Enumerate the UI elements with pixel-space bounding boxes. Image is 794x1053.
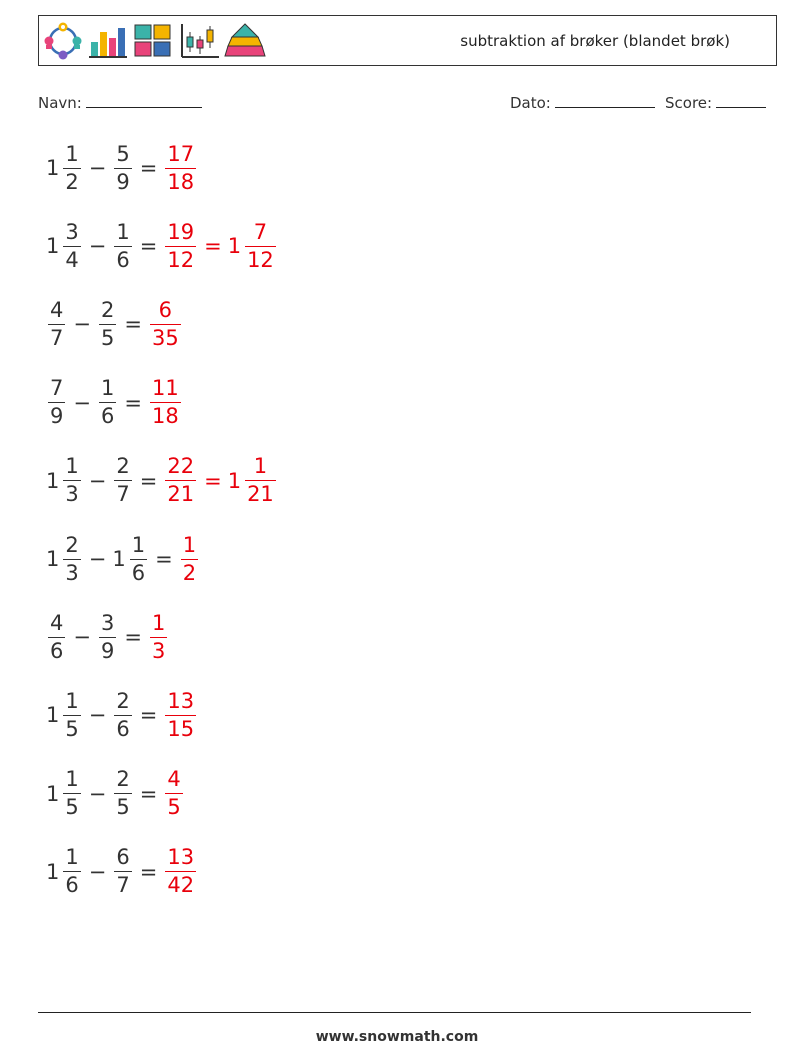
answer-fraction-numerator: 13 (167, 845, 195, 870)
first-fraction-denominator: 5 (65, 795, 79, 820)
minus-sign: − (73, 390, 91, 415)
problem-row (46, 607, 169, 667)
answer-whole: 1 (227, 468, 242, 493)
minus-sign: − (88, 781, 107, 806)
first-whole: 1 (46, 156, 60, 180)
date-label: Dato: (510, 94, 551, 112)
first-fraction-numerator: 3 (65, 219, 79, 244)
second-fraction (114, 219, 131, 272)
second-fraction-denominator: 6 (116, 716, 130, 741)
first-whole: 1 (46, 468, 60, 493)
answer-fraction-denominator: 15 (167, 716, 195, 741)
first-fraction-numerator: 1 (65, 688, 79, 713)
second-fraction (99, 378, 116, 427)
answer-fraction (150, 297, 181, 350)
first-fraction (63, 219, 80, 272)
first-fraction (63, 456, 80, 505)
first-fraction-numerator: 1 (65, 845, 79, 870)
answer-mixed-fraction-numerator: 7 (253, 219, 268, 244)
score-line[interactable] (716, 93, 766, 108)
answer-fraction-numerator: 22 (167, 454, 195, 479)
puzzle-icon (132, 22, 174, 60)
second-fraction-numerator: 2 (100, 297, 115, 322)
first-fraction (63, 769, 80, 818)
minus-sign: − (88, 859, 107, 884)
worksheet-title: subtraktion af brøker (blandet brøk) (460, 32, 730, 50)
problem-row (46, 138, 198, 198)
second-fraction-numerator: 1 (100, 376, 115, 401)
second-fraction-denominator: 9 (100, 638, 115, 663)
equals-sign: = (155, 547, 173, 571)
second-fraction-numerator: 3 (100, 610, 115, 635)
answer (163, 847, 198, 896)
second-fraction-denominator: 6 (131, 560, 146, 585)
answer (163, 688, 198, 741)
answer-fraction (181, 532, 198, 585)
answer-fraction-denominator: 35 (151, 325, 179, 350)
second-fraction-denominator: 9 (116, 169, 130, 194)
problem-row (46, 373, 183, 433)
answer-fraction-denominator: 21 (167, 482, 195, 507)
name-line[interactable] (86, 93, 202, 108)
second-fraction (114, 141, 131, 194)
date-field (510, 93, 655, 112)
candlestick-chart-icon (179, 22, 221, 60)
score-label: Score: (665, 94, 713, 112)
second-fraction (99, 610, 116, 663)
answer-fraction-numerator: 17 (167, 141, 195, 166)
problem-row (46, 294, 183, 354)
answer-mixed-fraction (245, 456, 276, 505)
equals-sign: = (124, 625, 142, 650)
minus-sign: − (88, 234, 107, 259)
first-fraction (63, 847, 80, 896)
first-whole: 1 (46, 234, 60, 259)
answer-equals-sign: = (204, 234, 222, 259)
answer-fraction (165, 688, 196, 741)
first-fraction (63, 688, 80, 741)
answer-fraction (165, 847, 196, 896)
first-fraction-numerator: 7 (50, 376, 64, 401)
answer-fraction (165, 769, 182, 818)
first-whole: 1 (46, 781, 60, 806)
answer-fraction-denominator: 2 (182, 560, 197, 585)
answer-fraction (165, 219, 196, 272)
first-fraction-denominator: 5 (65, 716, 79, 741)
answer (148, 297, 183, 350)
answer-fraction (165, 456, 196, 505)
answer-fraction-numerator: 4 (167, 767, 181, 792)
footer-url: www.snowmath.com (315, 1029, 479, 1045)
minus-sign: − (73, 625, 91, 650)
answer (179, 532, 200, 585)
second-fraction (130, 532, 147, 585)
first-fraction-numerator: 1 (65, 454, 79, 479)
second-fraction (114, 769, 131, 818)
second-fraction-numerator: 1 (116, 219, 130, 244)
logo-strip (39, 16, 279, 65)
first-fraction-numerator: 1 (65, 767, 79, 792)
answer (163, 219, 277, 272)
equals-sign: = (139, 234, 158, 259)
answer-fraction-denominator: 5 (167, 795, 181, 820)
second-fraction (114, 688, 131, 741)
second-fraction-numerator: 2 (116, 767, 130, 792)
equals-sign: = (124, 312, 142, 337)
first-fraction (63, 141, 80, 194)
first-whole: 1 (46, 547, 60, 571)
first-fraction-denominator: 9 (50, 404, 64, 429)
pyramid-icon (224, 22, 266, 60)
problem-row (46, 216, 278, 276)
first-fraction-denominator: 6 (65, 873, 79, 898)
date-line[interactable] (555, 93, 655, 108)
answer-mixed-fraction-denominator: 21 (247, 482, 274, 507)
answer (148, 378, 183, 427)
problem-row (46, 451, 278, 511)
first-fraction-denominator: 7 (50, 325, 64, 350)
second-fraction-numerator: 5 (116, 141, 130, 166)
answer (163, 769, 184, 818)
answer-fraction (150, 378, 181, 427)
answer-fraction-numerator: 19 (167, 219, 195, 244)
answer-equals-sign: = (204, 468, 222, 493)
second-fraction-numerator: 2 (116, 454, 130, 479)
answer (148, 610, 169, 663)
people-cycle-icon (41, 22, 85, 60)
problem-row (46, 764, 185, 824)
first-fraction (48, 610, 65, 663)
answer-mixed-fraction-denominator: 12 (247, 247, 274, 272)
minus-sign: − (88, 703, 107, 728)
answer-fraction-numerator: 6 (158, 297, 173, 322)
answer-fraction-numerator: 1 (182, 532, 197, 557)
equals-sign: = (124, 390, 142, 415)
second-fraction-denominator: 7 (116, 482, 130, 507)
first-fraction-denominator: 3 (65, 560, 79, 585)
equals-sign: = (139, 156, 158, 180)
problem-row (46, 529, 200, 589)
answer-fraction-denominator: 18 (151, 404, 179, 429)
answer (163, 141, 198, 194)
second-fraction-numerator: 1 (131, 532, 146, 557)
answer-fraction-numerator: 11 (151, 376, 179, 401)
answer (163, 456, 277, 505)
answer-fraction-denominator: 12 (167, 247, 195, 272)
minus-sign: − (73, 312, 91, 337)
first-fraction (63, 532, 80, 585)
second-fraction-denominator: 6 (116, 247, 130, 272)
first-fraction-denominator: 3 (65, 482, 79, 507)
answer-fraction-denominator: 18 (167, 169, 195, 194)
answer-mixed-fraction (245, 219, 276, 272)
equals-sign: = (139, 703, 158, 728)
first-fraction-numerator: 2 (65, 532, 79, 557)
problem-row (46, 842, 198, 902)
first-fraction (48, 378, 65, 427)
answer-fraction-numerator: 13 (167, 688, 195, 713)
first-fraction-numerator: 4 (50, 297, 64, 322)
answer-fraction-denominator: 42 (167, 873, 195, 898)
second-whole: 1 (112, 547, 126, 571)
minus-sign: − (88, 547, 107, 571)
equals-sign: = (139, 781, 158, 806)
second-fraction-denominator: 5 (100, 325, 115, 350)
name-field (38, 93, 202, 112)
answer-mixed-fraction-numerator: 1 (253, 454, 268, 479)
first-fraction-denominator: 2 (65, 169, 79, 194)
first-fraction-numerator: 1 (65, 141, 79, 166)
score-field (665, 93, 766, 112)
name-label: Navn: (38, 94, 82, 112)
second-fraction-denominator: 5 (116, 795, 130, 820)
minus-sign: − (88, 156, 107, 180)
first-fraction-numerator: 4 (50, 610, 64, 635)
problem-row (46, 685, 198, 745)
first-whole: 1 (46, 703, 60, 728)
answer-fraction (165, 141, 196, 194)
header-box (38, 15, 777, 66)
second-fraction-denominator: 6 (100, 404, 115, 429)
answer-whole: 1 (227, 234, 242, 259)
answer-fraction-denominator: 3 (151, 638, 166, 663)
second-fraction (99, 297, 116, 350)
second-fraction (114, 847, 131, 896)
footer-divider (38, 1012, 751, 1013)
second-fraction-denominator: 7 (116, 873, 130, 898)
minus-sign: − (88, 468, 107, 493)
second-fraction-numerator: 2 (116, 688, 130, 713)
second-fraction (114, 456, 131, 505)
first-fraction (48, 297, 65, 350)
second-fraction-numerator: 6 (116, 845, 130, 870)
first-whole: 1 (46, 859, 60, 884)
first-fraction-denominator: 4 (65, 247, 79, 272)
answer-fraction (150, 610, 167, 663)
bar-chart-icon (87, 22, 129, 60)
equals-sign: = (139, 468, 158, 493)
first-fraction-denominator: 6 (50, 638, 64, 663)
equals-sign: = (139, 859, 158, 884)
answer-fraction-numerator: 1 (151, 610, 166, 635)
